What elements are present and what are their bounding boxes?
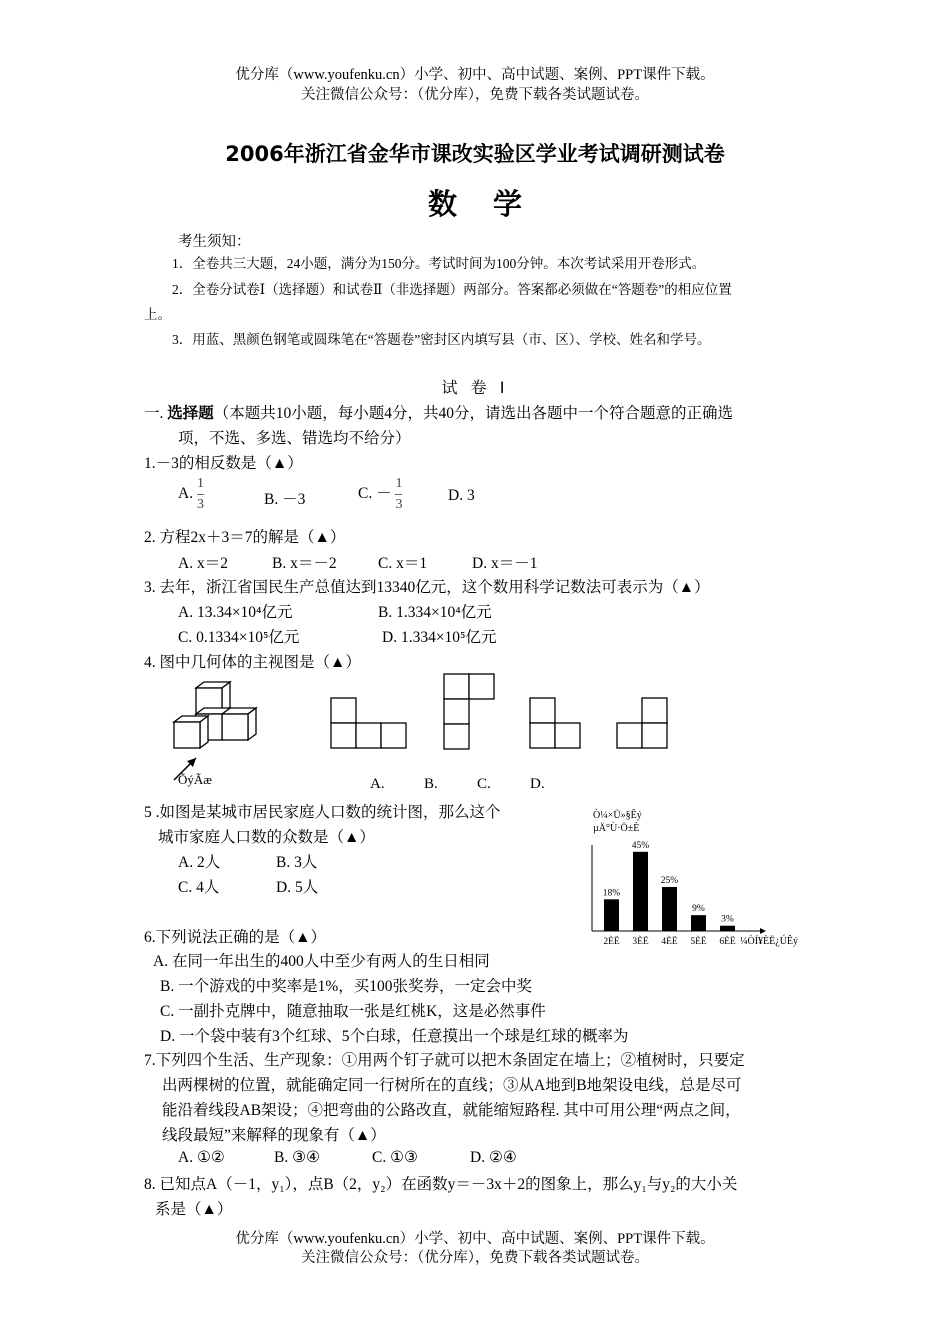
q5-option-b: B. 3人 [276,854,318,871]
subject-title: 数学 [427,187,558,221]
q4-option-d-figure [616,697,672,751]
q5-option-c: C. 4人 [178,879,220,896]
chart-bar-1 [604,899,619,931]
chart-bar-4 [691,915,706,931]
q8-line-1: 8. 已知点A（－1，y₁），点B（2，y₂）在函数y＝－3x＋2的图象上，那么y₁与y₂的大小关 [144,1176,738,1193]
chart-value-label-5: 3% [721,914,734,925]
q4-option-b-figure [443,673,499,753]
q2-stem: 2. 方程2x＋3＝7的解是（▲） [144,529,346,546]
chart-bar-3 [662,887,677,931]
q4-stem: 4. 图中几何体的主视图是（▲） [144,654,361,671]
q4-option-c-label: C. [477,776,491,792]
q7-option-b: B. ③④ [274,1149,320,1166]
q5-bar-chart [580,805,820,950]
q1-a-fraction [197,476,204,513]
q3-option-b: B. 1.334×10⁴亿元 [378,604,492,621]
q3-option-c: C. 0.1334×10⁵亿元 [178,629,300,646]
chart-category-label-4: 5ÈË [690,937,707,947]
notice-item-2: 2．全卷分试卷Ⅰ（选择题）和试卷Ⅱ（非选择题）两部分。答案都必须做在“答题卷”的相应位置 [172,282,732,297]
q1-c-den: 3 [395,497,403,512]
q3-option-d: D. 1.334×10⁵亿元 [382,629,497,646]
q1-option-a [178,476,204,513]
q1-option-b: B. －3 [264,491,306,508]
q2-option-d: D. x＝－1 [472,555,538,572]
q4-option-c-figure [529,697,585,751]
q1-a-num: 1 [196,476,204,491]
notice-item-3: 3．用蓝、黑颜色钢笔或圆珠笔在“答题卷”密封区内填写县（市、区）、学校、姓名和学号。 [172,332,711,347]
q1-c-num: 1 [395,476,403,491]
q3-stem: 3. 去年，浙江省国民生产总值达到13340亿元，这个数用科学记数法可表示为（▲） [144,579,710,596]
q2-option-b: B. x＝－2 [272,555,337,572]
q1-a-label: A. [178,485,194,503]
q1-option-c [358,476,402,513]
q7-option-c: C. ①③ [372,1149,418,1166]
chart-category-label-1: 2ÈË [603,937,620,947]
q1-stem: 1.－3的相反数是（▲） [144,455,303,472]
footer-line-2: 关注微信公众号：（优分库），免费下载各类试题试卷。 [301,1250,649,1266]
part1-heading [144,401,733,423]
chart-value-label-4: 9% [692,904,705,915]
q5-option-d: D. 5人 [276,879,319,896]
q5-stem-2: 城市家庭人口数的众数是（▲） [158,829,375,846]
notice-item-2-cont: 上。 [144,307,171,322]
section-title: 试 卷 Ⅰ [441,378,509,397]
chart-value-label-3: 25% [660,876,679,886]
q1-c-fraction [395,476,402,513]
q2-option-c: C. x＝1 [378,555,428,572]
exam-title: 2006年浙江省金华市课改实验区学业考试调研测试卷 [225,142,725,166]
footer-line-1: 优分库（www.youfenku.cn）小学、初中、高中试题、案例、PPT课件下载。 [235,1231,715,1247]
chart-x-arrow [760,928,766,934]
q4-option-a-label: A. [370,776,385,792]
chart-category-label-2: 3ÈË [632,937,649,947]
q6-option-b: B. 一个游戏的中奖率是1%，买100张奖券，一定会中奖 [160,978,533,995]
chart-ylabel-2: µÄ°Ù·Ö±È [593,823,640,834]
q7-line-1: 7.下列四个生活、生产现象：①用两个钉子就可以把木条固定在墙上；②植树时，只要定 [144,1052,745,1069]
chart-value-label-2: 45% [631,840,650,851]
part1-prefix: 一. [144,405,168,422]
q5-stem-1: 5 .如图是某城市居民家庭人口数的统计图，那么这个 [144,804,501,821]
q6-option-a: A. 在同一年出生的400人中至少有两人的生日相同 [153,953,490,970]
q4-option-b-label: B. [424,776,438,792]
q7-line-4: 线段最短”来解释的现象有（▲） [162,1127,386,1144]
chart-value-label-1: 18% [602,888,621,899]
q8-line-2: 系是（▲） [155,1201,233,1218]
chart-xlabel: ¼ÒÍ¥ÈË¿ÚÊý [740,936,799,947]
q4-option-d-label: D. [530,776,545,792]
chart-bar-5 [720,926,735,931]
q7-option-d: D. ②④ [470,1149,517,1166]
q7-option-a: A. ①② [178,1149,225,1166]
header-line-1: 优分库（www.youfenku.cn）小学、初中、高中试题、案例、PPT课件下载。 [235,67,715,83]
q5-option-a: A. 2人 [178,854,221,871]
q1-option-d: D. 3 [448,487,475,504]
q7-line-2: 出两棵树的位置，就能确定同一行树所在的直线；③从A地到B地架设电线，总是尽可 [162,1077,742,1094]
chart-bar-2 [633,852,648,931]
chart-category-label-5: 6ÈË [719,937,736,947]
chart-ylabel-1: Ò¼×Ü»§Êý [593,810,642,821]
q6-stem: 6.下列说法正确的是（▲） [144,929,326,946]
q2-option-a: A. x＝2 [178,555,228,572]
notice-item-1: 1．全卷共三大题，24小题，满分为150分。考试时间为100分钟。本次考试采用开卷形式。 [172,256,706,271]
part1-heading-cont: 项，不选、多选、错选均不给分） [178,430,411,447]
q6-option-d: D. 一个袋中装有3个红球、5个白球，任意摸出一个球是红球的概率为 [160,1028,629,1045]
header-line-2: 关注微信公众号：（优分库），免费下载各类试题试卷。 [301,87,649,103]
part1-rest: （本题共10小题，每小题4分，共40分，请选出各题中一个符合题意的正确选 [213,405,734,422]
q7-line-3: 能沿着线段AB架设；④把弯曲的公路改直，就能缩短路程. 其中可用公理“两点之间， [162,1102,741,1119]
q1-a-den: 3 [196,497,204,512]
part1-bold: 选择题 [167,404,214,422]
q4-front-label: ÕýÃæ [178,772,212,787]
q6-option-c: C. 一副扑克牌中，随意抽取一张是红桃K，这是必然事件 [160,1003,546,1020]
q4-option-a-figure [330,697,410,751]
notice-heading: 考生须知： [178,234,251,250]
q3-option-a: A. 13.34×10⁴亿元 [178,604,293,621]
chart-category-label-3: 4ÈË [661,937,678,947]
q1-c-label: C. － [358,485,392,503]
